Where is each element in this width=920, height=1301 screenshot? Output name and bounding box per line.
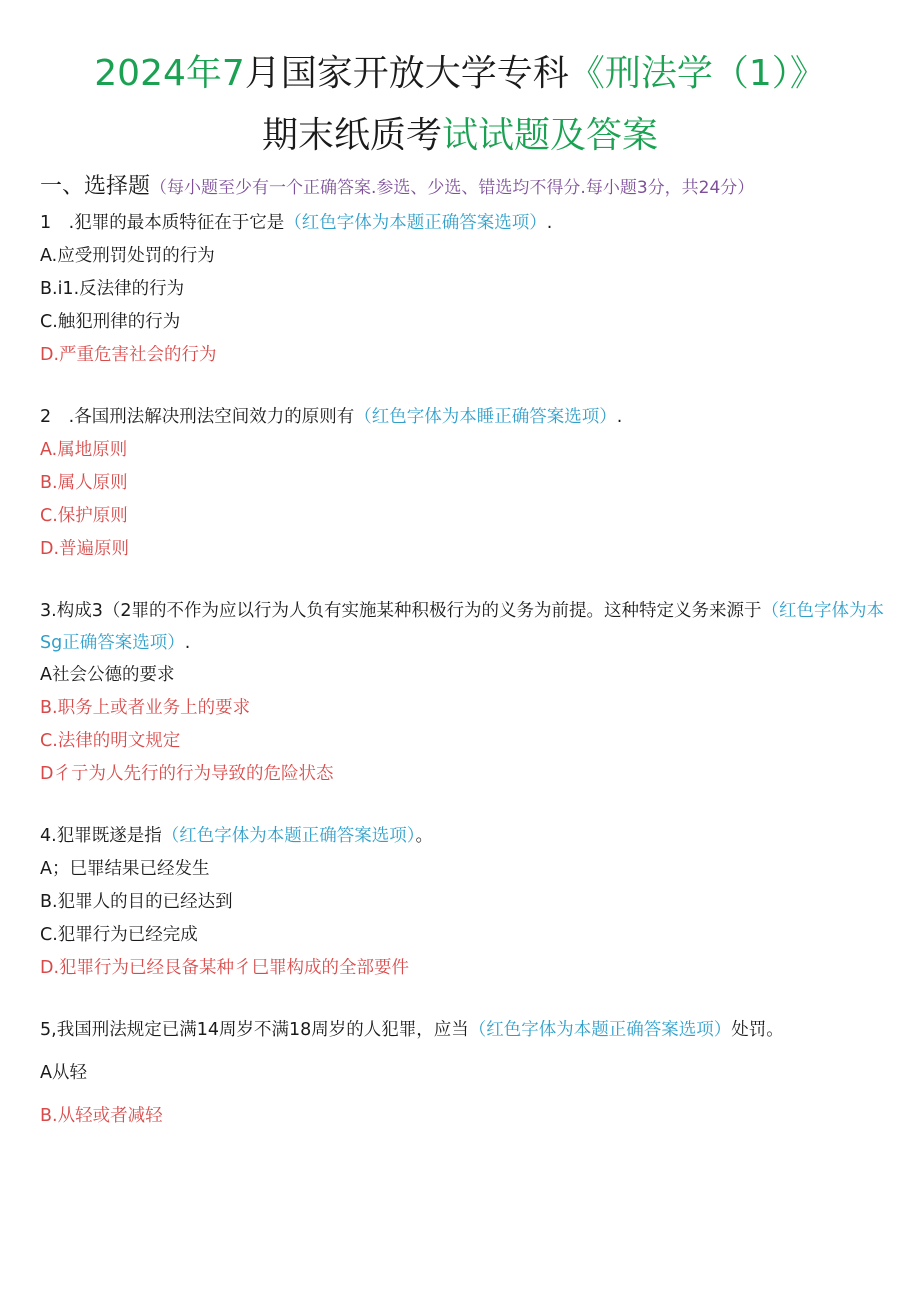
question-tail: 。 bbox=[415, 826, 433, 846]
option-2d-correct: D.普遍原则 bbox=[40, 539, 130, 559]
option-2c-correct: C.保护原则 bbox=[40, 506, 128, 526]
exam-content bbox=[40, 170, 885, 1133]
section-title: 一、选择题 bbox=[40, 174, 151, 199]
question-stem: 2 .各国刑法解决刑法空间效力的原则有 bbox=[40, 407, 355, 427]
option-1a: A.应受刑罚处罚的行为 bbox=[40, 246, 215, 266]
answer-hint: （红色字体为本题正确答案选项） bbox=[161, 826, 416, 846]
document-title-line-2 bbox=[0, 114, 920, 158]
question-1 bbox=[40, 207, 885, 240]
option-4a: A；巳罪结果已经发生 bbox=[40, 859, 210, 879]
title-exam-type: 期末纸质考 bbox=[261, 115, 442, 156]
question-tail: . bbox=[616, 407, 623, 427]
option-2a-correct: A.属地原则 bbox=[40, 440, 128, 460]
option-4d-correct: D.犯罪行为已经艮备某种彳巳罪构成的全部要件 bbox=[40, 958, 410, 978]
title-year: 2024年7 bbox=[94, 53, 245, 94]
title-institution: 月国家开放大学专科 bbox=[244, 53, 569, 94]
question-stem: 4.犯罪既遂是指 bbox=[40, 826, 162, 846]
question-3 bbox=[40, 595, 885, 659]
option-3c-correct: C.法律的明文规定 bbox=[40, 731, 181, 751]
section-note: （每小题至少有一个正确答案.参选、少选、错选均不得分.每小题3分，共24分） bbox=[150, 178, 755, 198]
option-5b-correct: B.从轻或者减轻 bbox=[40, 1106, 163, 1126]
option-3d-correct: D彳亍为人先行的行为导致的危险状态 bbox=[40, 764, 334, 784]
answer-hint: （红色字体为本睡正确答案选项） bbox=[354, 407, 617, 427]
option-1d-correct: D.严重危害社会的行为 bbox=[40, 345, 217, 365]
title-exam-answers: 试试题及答案 bbox=[442, 115, 659, 156]
question-tail: 处罚。 bbox=[731, 1020, 784, 1040]
question-stem: 1 .犯罪的最本质特征在于它是 bbox=[40, 213, 285, 233]
question-4 bbox=[40, 820, 885, 853]
question-stem: 5,我国刑法规定已满14周岁不满18周岁的人犯罪，应当 bbox=[40, 1020, 469, 1040]
answer-hint: （红色字体为本题正确答案选项） bbox=[284, 213, 547, 233]
option-5a: A从轻 bbox=[40, 1063, 87, 1083]
answer-hint: （红色字体为本Sg正确答案选项） bbox=[40, 601, 884, 653]
question-tail: . bbox=[184, 633, 191, 653]
question-2 bbox=[40, 401, 885, 434]
title-course: 《刑法学（1）》 bbox=[568, 53, 826, 94]
question-tail: . bbox=[546, 213, 553, 233]
option-3b-correct: B.职务上或者业务上的要求 bbox=[40, 698, 251, 718]
section-heading bbox=[40, 170, 885, 205]
option-4c: C.犯罪行为已经完成 bbox=[40, 925, 198, 945]
option-3a: A社会公德的要求 bbox=[40, 665, 175, 685]
document-title-line-1 bbox=[0, 52, 920, 96]
question-5 bbox=[40, 1014, 885, 1047]
option-4b: B.犯罪人的目的已经达到 bbox=[40, 892, 233, 912]
question-stem: 3.构成3（2罪的不作为应以行为人负有实施某种积极行为的义务为前提。这种特定义务来源于 bbox=[40, 601, 762, 621]
option-1b: B.i1.反法律的行为 bbox=[40, 279, 185, 299]
answer-hint: （红色字体为本题正确答案选项） bbox=[468, 1020, 732, 1040]
option-1c: C.触犯刑律的行为 bbox=[40, 312, 181, 332]
option-2b-correct: B.属人原则 bbox=[40, 473, 128, 493]
